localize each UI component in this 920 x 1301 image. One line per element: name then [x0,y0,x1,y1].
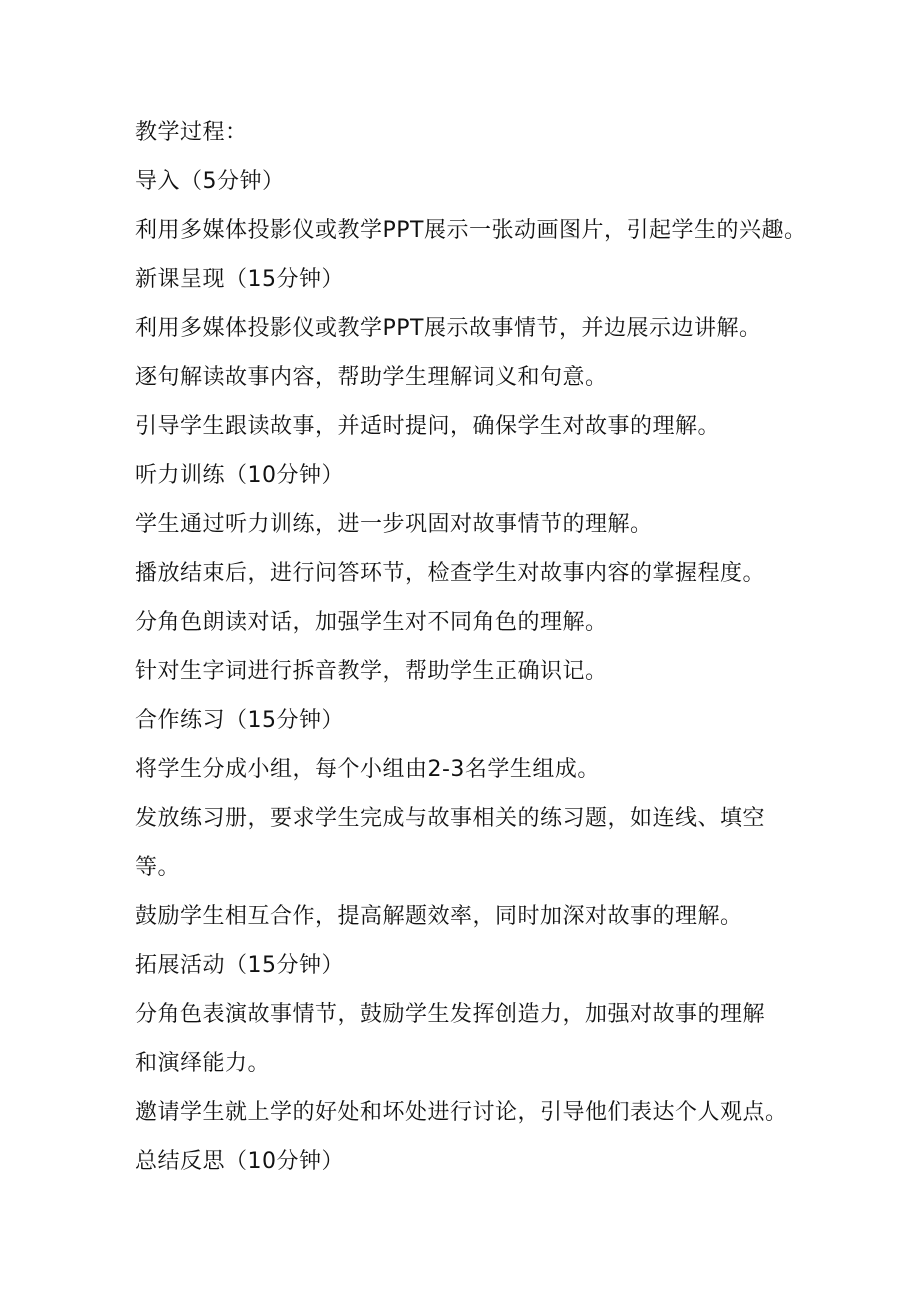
section-heading-cooperative-practice: 合作练习（15分钟） [135,708,344,733]
paragraph-line: 利用多媒体投影仪或教学PPT展示故事情节，并边展示边讲解。 [135,316,762,341]
paragraph-line: 分角色表演故事情节，鼓励学生发挥创造力，加强对故事的理解 [135,1002,766,1027]
section-heading-summary: 总结反思（10分钟） [135,1149,344,1174]
paragraph-line: 利用多媒体投影仪或教学PPT展示一张动画图片，引起学生的兴趣。 [135,218,807,243]
paragraph-line: 逐句解读故事内容，帮助学生理解词义和句意。 [135,365,608,390]
paragraph-line: 鼓励学生相互合作，提高解题效率，同时加深对故事的理解。 [135,904,743,929]
section-heading-listening: 听力训练（10分钟） [135,463,344,488]
paragraph-line: 分角色朗读对话，加强学生对不同角色的理解。 [135,610,608,635]
paragraph-line: 学生通过听力训练，进一步巩固对故事情节的理解。 [135,512,653,537]
paragraph-line: 引导学生跟读故事，并适时提问，确保学生对故事的理解。 [135,414,721,439]
paragraph-line-continuation: 等。 [135,855,181,880]
paragraph-line: 将学生分成小组，每个小组由2-3名学生组成。 [135,757,600,782]
section-heading-new-lesson: 新课呈现（15分钟） [135,267,344,292]
paragraph-line: 邀请学生就上学的好处和坏处进行讨论，引导他们表达个人观点。 [135,1100,788,1125]
section-heading-teaching-process: 教学过程： [135,120,248,145]
section-heading-extension-activity: 拓展活动（15分钟） [135,953,344,978]
paragraph-line: 针对生字词进行拆音教学，帮助学生正确识记。 [135,659,608,684]
lesson-process-text [135,108,815,1186]
paragraph-line: 播放结束后，进行问答环节，检查学生对故事内容的掌握程度。 [135,561,766,586]
paragraph-line-continuation: 和演绎能力。 [135,1051,271,1076]
paragraph-line: 发放练习册，要求学生完成与故事相关的练习题，如连线、填空 [135,806,766,831]
section-heading-introduction: 导入（5分钟） [135,169,285,194]
